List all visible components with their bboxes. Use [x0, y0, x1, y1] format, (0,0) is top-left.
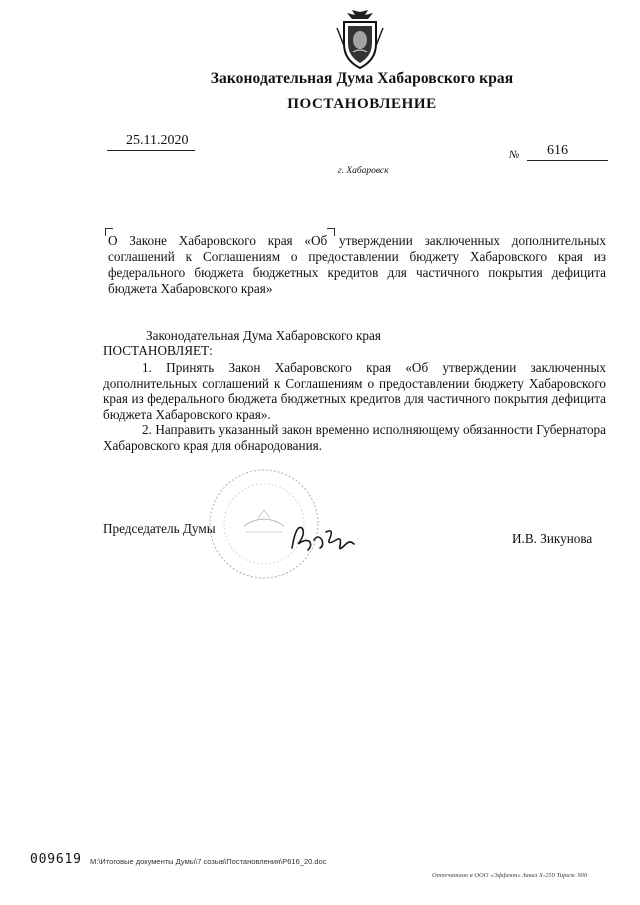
signatory-title: Председатель Думы	[103, 521, 216, 536]
document-number: 616	[547, 143, 568, 158]
document-subject: О Законе Хабаровского края «Об утверждении заключенных дополнительных соглашений к Соглашениям о предоставлении бюджету Хабаровского края из федерального бюджета бюджетных кредитов для частичного покрытия дефицита бюджета Хабаровского края»	[108, 233, 606, 296]
coat-of-arms-emblem	[335, 8, 385, 70]
resolution-item-2: 2. Направить указанный закон временно исполняющему обязанности Губернатора Хабаровского края для обнародования.	[103, 422, 606, 453]
number-underline	[527, 160, 608, 161]
handwritten-signature	[288, 518, 360, 558]
organization-name: Законодательная Дума Хабаровского края	[210, 70, 514, 87]
file-path: M:\Итоговые документы Думы\7 созыв\Постановления\P616_20.doc	[90, 857, 327, 866]
document-date: 25.11.2020	[126, 133, 189, 148]
document-city: г. Хабаровск	[338, 166, 389, 176]
resolves-heading: ПОСТАНОВЛЯЕТ:	[103, 343, 213, 358]
date-underline	[107, 150, 195, 151]
resolution-items	[103, 360, 606, 453]
registration-number: 009619	[30, 852, 82, 867]
preamble: Законодательная Дума Хабаровского края	[146, 328, 381, 343]
number-sign: №	[509, 149, 520, 161]
signatory-name: И.В. Зикунова	[512, 531, 593, 546]
document-type-title: ПОСТАНОВЛЕНИЕ	[287, 96, 437, 112]
print-info: Отпечатано в ООО «Эффект» Заказ Х-259 Тираж 900	[432, 872, 588, 879]
resolution-item-1: 1. Принять Закон Хабаровского края «Об утверждении заключенных дополнительных соглашений к Соглашениям о предоставлении бюджету Хабаровского края из федерального бюджета бюджетных кредитов для частичного покрытия дефицита бюджета Хабаровского края».	[103, 360, 606, 422]
